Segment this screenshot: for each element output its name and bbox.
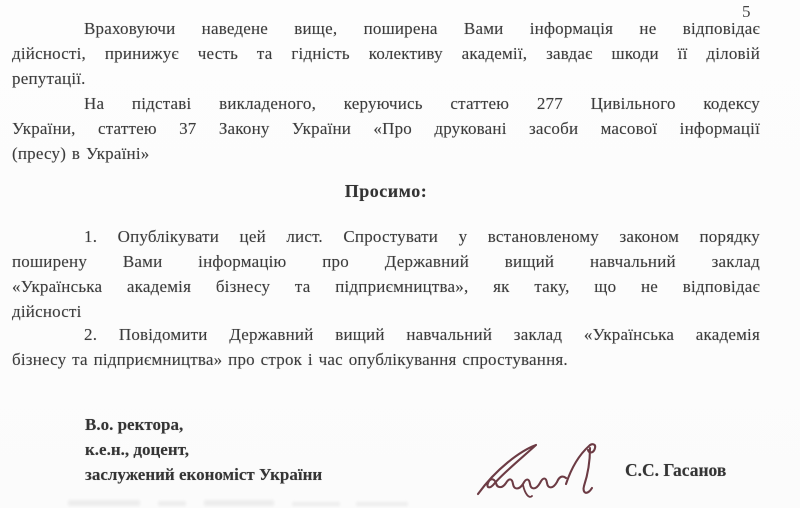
paragraph-line: На підставі викладеного, керуючись статтею 277 Цивільного кодексу bbox=[84, 94, 760, 113]
paragraph-line: Враховуючи наведене вище, поширена Вами інформація не відповідає bbox=[84, 19, 760, 38]
paragraph-line: репутації. bbox=[12, 69, 86, 88]
signature-name: С.С. Гасанов bbox=[625, 460, 727, 480]
page-number: 5 bbox=[742, 2, 751, 21]
handwritten-signature-icon bbox=[462, 406, 632, 508]
heading-prosymo: Просимо: bbox=[344, 181, 428, 201]
paragraph-line: 1. Опублікувати цей лист. Спростувати у встановленому законом порядку bbox=[84, 227, 760, 246]
signature-titles bbox=[85, 412, 322, 487]
paragraph-line: дійсності, принижує честь та гідність колективу академії, завдає шкоди її діловій bbox=[12, 44, 760, 63]
paragraph-line: бізнесу та підприємництва» про строк і час опублікування спростування. bbox=[12, 350, 568, 369]
paragraph-1 bbox=[12, 16, 760, 91]
list-item-1 bbox=[12, 224, 760, 324]
signature-title-line: к.е.н., доцент, bbox=[85, 440, 189, 459]
paragraph-2 bbox=[12, 91, 760, 166]
paragraph-line: поширену Вами інформацію про Державний вищий навчальний заклад bbox=[12, 252, 760, 271]
paragraph-line: України, статтею 37 Закону України «Про друковані засоби масової інформації bbox=[12, 119, 760, 138]
signature-title-line: В.о. ректора, bbox=[85, 415, 184, 434]
paragraph-line: «Українська академія бізнесу та підприємництва», як таку, що не відповідає bbox=[12, 277, 760, 296]
list-item-2 bbox=[12, 322, 760, 372]
signature-title-line: заслужений економіст України bbox=[85, 465, 323, 484]
paragraph-line: дійсності bbox=[12, 302, 82, 321]
paragraph-line: 2. Повідомити Державний вищий навчальний заклад «Українська академія bbox=[84, 325, 760, 344]
paragraph-line: (пресу) в Україні» bbox=[12, 144, 150, 163]
